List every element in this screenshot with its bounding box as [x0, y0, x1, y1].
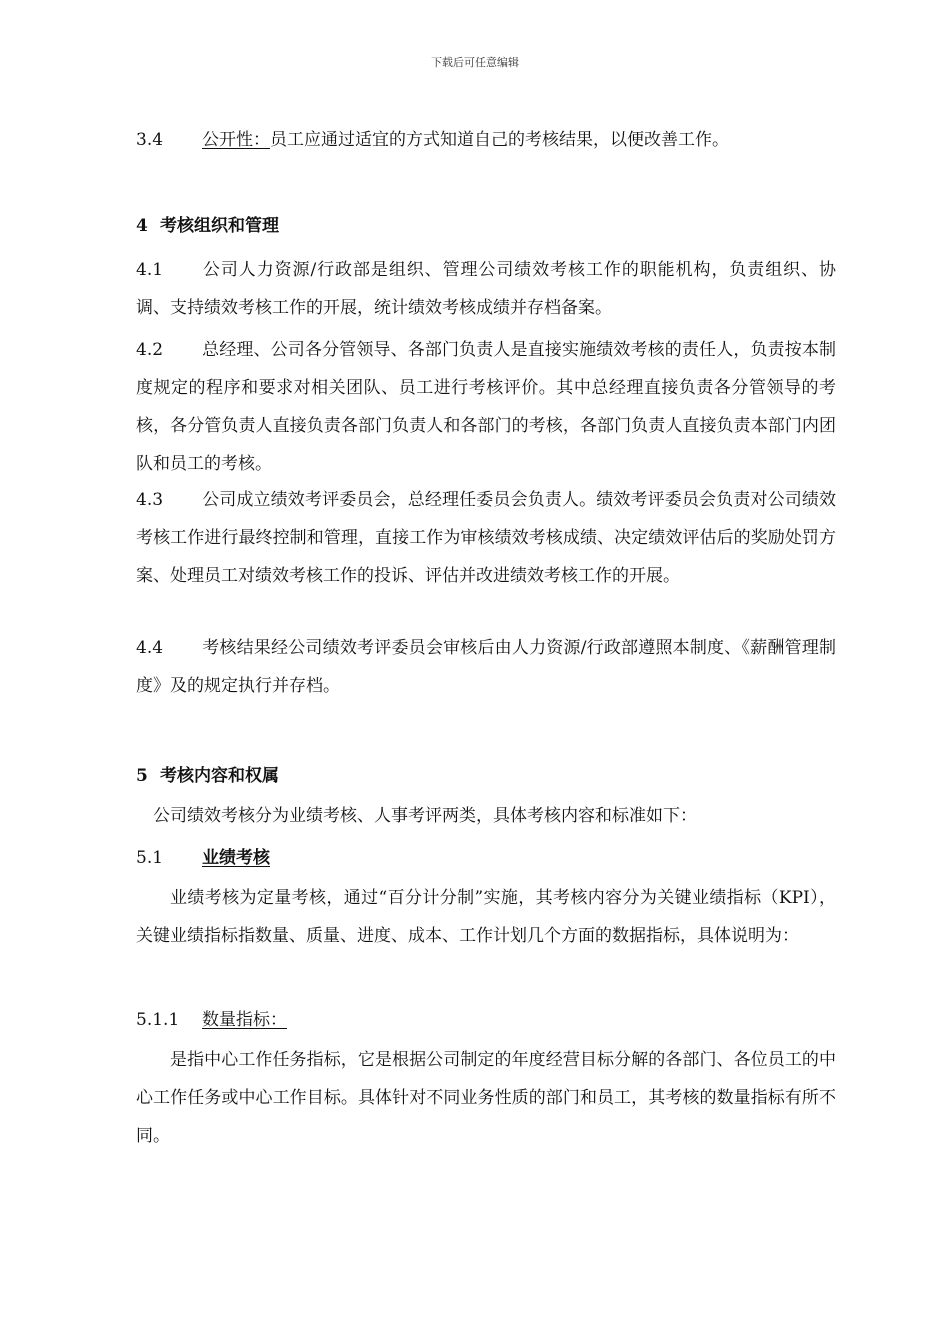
clause-4-4 [136, 629, 836, 705]
clause-text: 总经理、公司各分管领导、各部门负责人是直接实施绩效考核的责任人，负责按本制度规定的程序和要求对相关团队、员工进行考核评价。其中总经理直接负责各分管领导的考核，各分管负责人直接负责各部门负责人和各部门的考核，各部门负责人直接负责本部门内团队和员工的考核。 [136, 340, 836, 474]
section-title: 考核内容和权属 [160, 766, 279, 786]
clause-text: 员工应通过适宜的方式知道自己的考核结果，以便改善工作。 [270, 130, 729, 150]
subsection-title: 数量指标： [202, 1010, 287, 1030]
clause-3-4 [136, 121, 836, 159]
clause-4-2 [136, 331, 836, 483]
clause-4-3 [136, 481, 836, 595]
section-number: 5 [136, 766, 148, 786]
clause-text: 公司人力资源/行政部是组织、管理公司绩效考核工作的职能机构，负责组织、协调、支持绩效考核工作的开展，统计绩效考核成绩并存档备案。 [136, 260, 836, 318]
paragraph-5-1-1: 是指中心工作任务指标，它是根据公司制定的年度经营目标分解的各部门、各位员工的中心工作任务或中心工作目标。具体针对不同业务性质的部门和员工，其考核的数量指标有所不同。 [136, 1050, 836, 1146]
clause-number: 4.4 [136, 638, 164, 658]
clause-number: 3.4 [136, 130, 164, 150]
section-5-intro: 公司绩效考核分为业绩考核、人事考评两类，具体考核内容和标准如下： [153, 806, 697, 826]
clause-text: 公司成立绩效考评委员会，总经理任委员会负责人。绩效考评委员会负责对公司绩效考核工作进行最终控制和管理，直接工作为审核绩效考核成绩、决定绩效评估后的奖励处罚方案、处理员工对绩效考核工作的投诉、评估并改进绩效考核工作的开展。 [136, 490, 836, 586]
subsection-5-1-1 [136, 1001, 836, 1039]
clause-text: 考核结果经公司绩效考评委员会审核后由人力资源/行政部遵照本制度、《薪酬管理制度》及的规定执行并存档。 [136, 638, 836, 696]
clause-number: 4.3 [136, 490, 164, 510]
page-header: 下载后可任意编辑 [431, 56, 519, 69]
clause-4-1 [136, 251, 836, 327]
section-title: 考核组织和管理 [160, 216, 279, 236]
clause-number: 4.2 [136, 340, 164, 360]
section-heading-4 [136, 207, 836, 245]
clause-number: 5.1 [136, 848, 164, 868]
section-number: 4 [136, 216, 148, 236]
clause-number: 5.1.1 [136, 1010, 180, 1030]
paragraph-5-1: 业绩考核为定量考核，通过“百分计分制”实施，其考核内容分为关键业绩指标（KPI），关键业绩指标指数量、质量、进度、成本、工作计划几个方面的数据指标，具体说明为： [136, 888, 836, 946]
clause-number: 4.1 [136, 260, 164, 280]
subsection-title: 业绩考核 [202, 848, 270, 868]
clause-label: 公开性： [202, 130, 270, 150]
subsection-5-1 [136, 839, 836, 877]
section-heading-5 [136, 757, 836, 795]
